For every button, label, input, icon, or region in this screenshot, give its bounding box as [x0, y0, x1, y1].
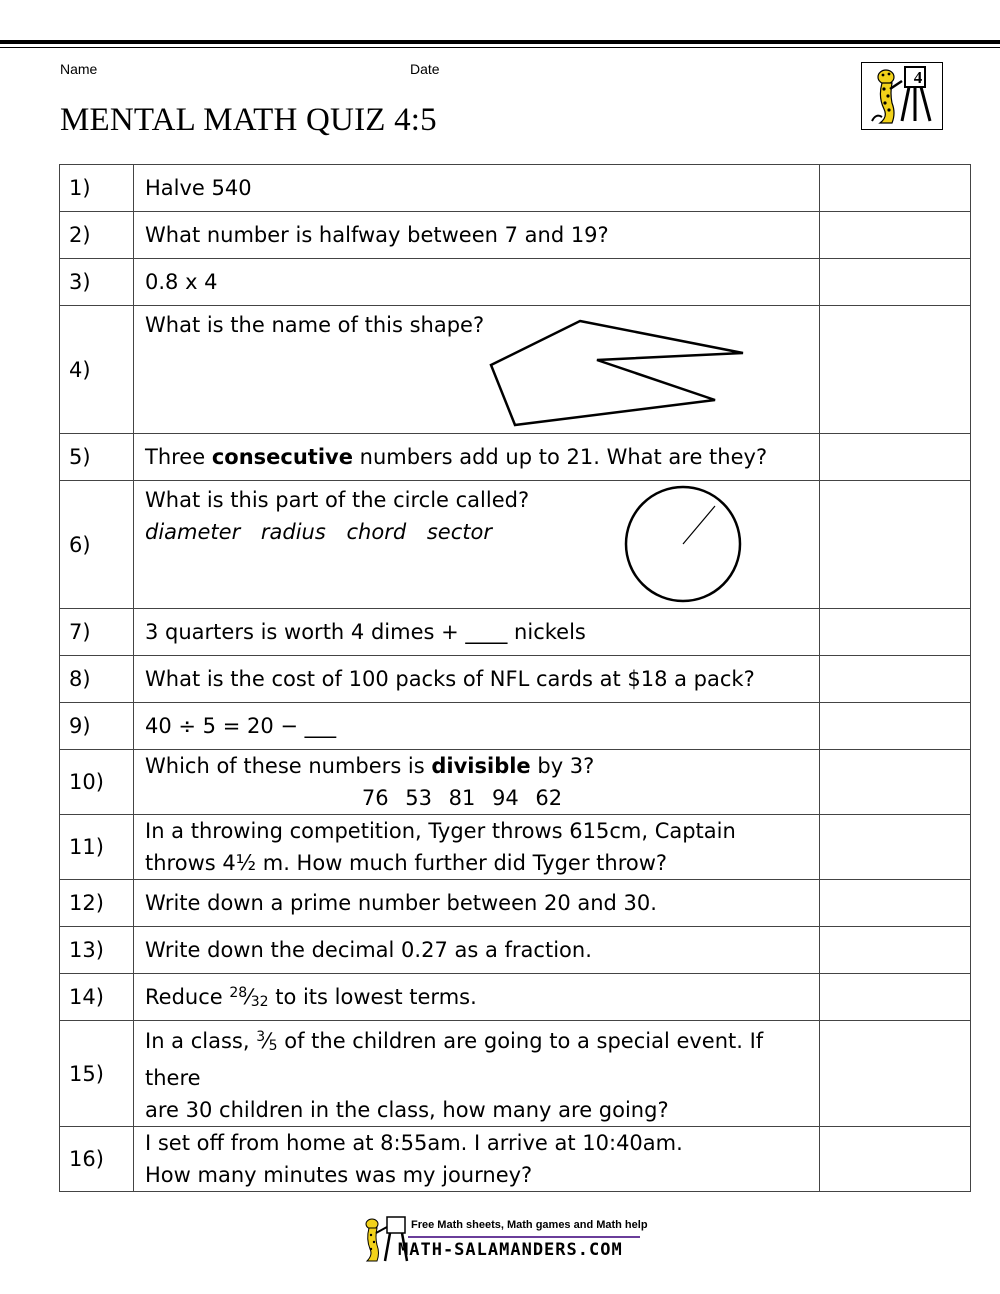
question-number: 3): [60, 259, 134, 306]
question-number: 12): [60, 880, 134, 927]
question-row-4: [60, 306, 971, 434]
question-number: 7): [60, 609, 134, 656]
question-row-3: [60, 259, 971, 306]
question-row-9: [60, 703, 971, 750]
answer-box[interactable]: [820, 656, 971, 703]
question-row-1: [60, 165, 971, 212]
answer-box[interactable]: [820, 306, 971, 434]
answer-box[interactable]: [820, 1127, 971, 1192]
question-number: 9): [60, 703, 134, 750]
question-cell: [134, 306, 820, 434]
answer-box[interactable]: [820, 750, 971, 815]
question-text: Write down a prime number between 20 and 30.: [134, 880, 820, 927]
salamander-teacher-icon: [862, 63, 942, 129]
question-row-6: [60, 481, 971, 609]
circle-with-radius-diagram: [621, 484, 745, 606]
question-line-1: I set off from home at 8:55am. I arrive at 10:40am.: [145, 1131, 683, 1155]
question-line-1: In a class, $^3⁄_5$ of the children are going to a special event. If there: [145, 1029, 764, 1090]
question-text: Write down the decimal 0.27 as a fraction.: [134, 927, 820, 974]
answer-box[interactable]: [820, 481, 971, 609]
name-label: Name: [60, 61, 98, 77]
fraction: $^3⁄_5$: [256, 1029, 278, 1054]
question-number: 13): [60, 927, 134, 974]
question-cell: [134, 815, 820, 880]
grade-badge-logo: [861, 62, 943, 130]
question-number: 1): [60, 165, 134, 212]
question-text: Three consecutive numbers add up to 21. What are they?: [134, 434, 820, 481]
question-row-14: [60, 974, 971, 1021]
question-number: 14): [60, 974, 134, 1021]
question-cell: [134, 481, 820, 609]
question-number: 16): [60, 1127, 134, 1192]
question-text: 3 quarters is worth 4 dimes + ____ nickels: [134, 609, 820, 656]
question-number: 11): [60, 815, 134, 880]
question-row-15: [60, 1021, 971, 1127]
concave-pentagon-shape: [489, 315, 759, 427]
question-text: Halve 540: [134, 165, 820, 212]
question-text: What is the cost of 100 packs of NFL cards at $18 a pack?: [134, 656, 820, 703]
top-rule-thin: [0, 47, 1000, 48]
page-title: MENTAL MATH QUIZ 4:5: [60, 102, 437, 138]
question-line-2: throws 4½ m. How much further did Tyger throw?: [145, 851, 668, 875]
fraction: $^{28}⁄_{32}$: [229, 984, 269, 1010]
question-number: 10): [60, 750, 134, 815]
answer-box[interactable]: [820, 815, 971, 880]
quiz-table: [59, 164, 971, 1192]
question-row-7: [60, 609, 971, 656]
question-text: What is the name of this shape?: [145, 313, 485, 337]
answer-box[interactable]: [820, 212, 971, 259]
option-radius: radius: [260, 520, 326, 544]
option-sector: sector: [426, 520, 492, 544]
answer-box[interactable]: [820, 703, 971, 750]
question-row-16: [60, 1127, 971, 1192]
question-text: What is this part of the circle called?: [145, 488, 530, 512]
question-cell: [134, 1127, 820, 1192]
question-row-5: [60, 434, 971, 481]
question-cell: [134, 750, 820, 815]
option-diameter: diameter: [145, 520, 241, 544]
answer-box[interactable]: [820, 974, 971, 1021]
bold-term: consecutive: [211, 445, 353, 469]
answer-box[interactable]: [820, 165, 971, 212]
question-text: 40 ÷ 5 = 20 − ___: [134, 703, 820, 750]
question-number: 5): [60, 434, 134, 481]
answer-box[interactable]: [820, 434, 971, 481]
question-row-11: [60, 815, 971, 880]
question-text: Reduce $^{28}⁄_{32}$ to its lowest terms.: [134, 974, 820, 1021]
question-row-8: [60, 656, 971, 703]
option-chord: chord: [346, 520, 407, 544]
question-row-13: [60, 927, 971, 974]
question-number: 6): [60, 481, 134, 609]
question-number: 15): [60, 1021, 134, 1127]
answer-box[interactable]: [820, 880, 971, 927]
answer-box[interactable]: [820, 927, 971, 974]
answer-box[interactable]: [820, 1021, 971, 1127]
date-label: Date: [410, 61, 440, 77]
question-text: Which of these numbers is divisible by 3?: [145, 754, 595, 778]
question-text: 0.8 x 4: [134, 259, 820, 306]
question-row-12: [60, 880, 971, 927]
bold-term: divisible: [431, 754, 531, 778]
question-text: What number is halfway between 7 and 19?: [134, 212, 820, 259]
question-number: 8): [60, 656, 134, 703]
question-line-1: In a throwing competition, Tyger throws 615cm, Captain: [145, 819, 736, 843]
question-row-10: [60, 750, 971, 815]
question-line-2: How many minutes was my journey?: [145, 1163, 533, 1187]
footer-site-link[interactable]: MATH-SALAMANDERS.COM: [398, 1240, 623, 1260]
question-cell: [134, 1021, 820, 1127]
question-number: 2): [60, 212, 134, 259]
question-row-2: [60, 212, 971, 259]
grade-number: 4: [913, 68, 923, 87]
footer-underline: [408, 1236, 640, 1238]
top-rule-thick: [0, 40, 1000, 44]
question-number: 4): [60, 306, 134, 434]
number-choices: 76 53 81 94 62: [361, 786, 563, 810]
footer-tagline: Free Math sheets, Math games and Math help: [411, 1219, 648, 1231]
question-line-2: are 30 children in the class, how many are going?: [145, 1098, 669, 1122]
answer-box[interactable]: [820, 609, 971, 656]
answer-box[interactable]: [820, 259, 971, 306]
